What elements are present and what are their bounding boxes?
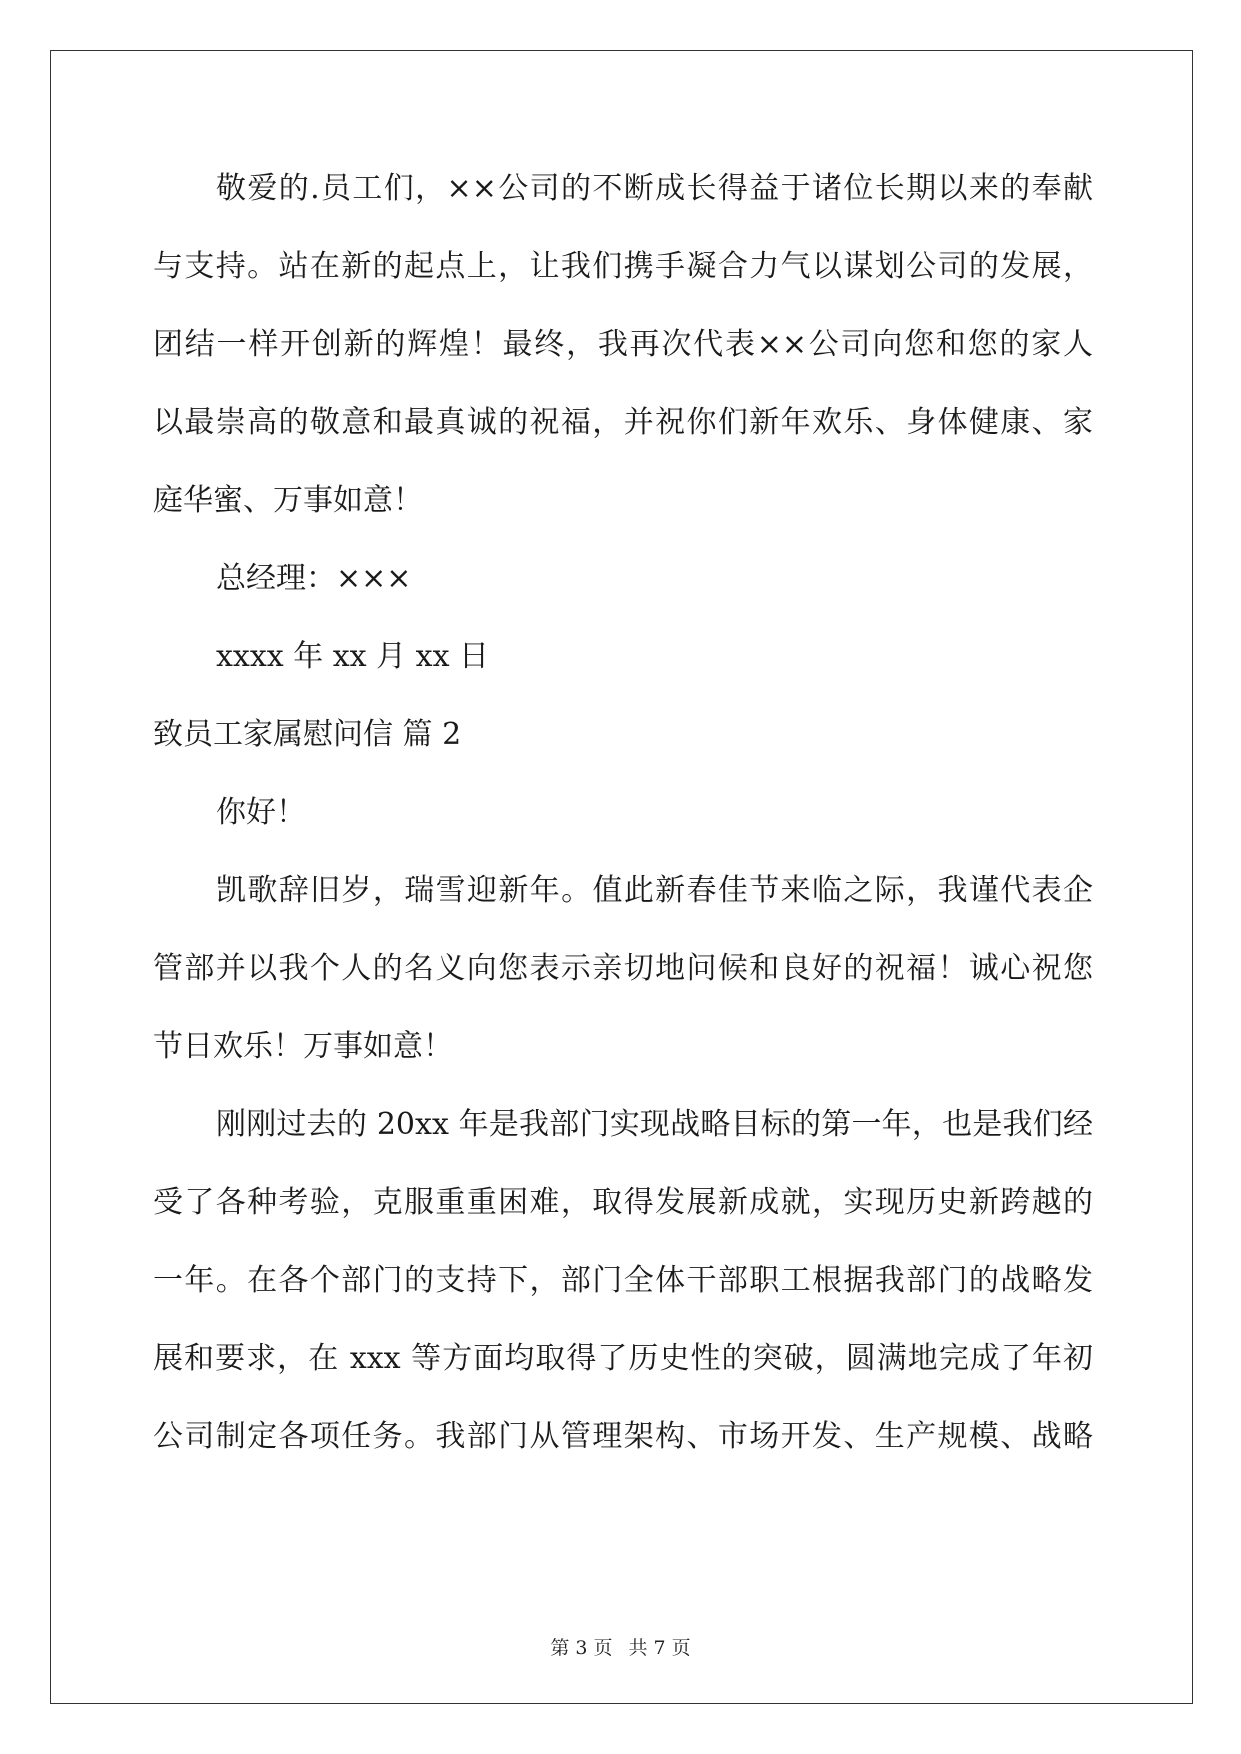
paragraph-line: 团结一样开创新的辉煌！最终，我再次代表××公司向您和您的家人 [153, 327, 1093, 362]
paragraph-line: 以最崇高的敬意和最真诚的祝福，并祝你们新年欢乐、身体健康、家 [153, 405, 1093, 440]
page-number: 第 3 页 [550, 1637, 613, 1659]
paragraph-line: 刚刚过去的 20xx 年是我部门实现战略目标的第一年，也是我们经 [216, 1107, 1093, 1142]
paragraph-line: 敬爱的.员工们，××公司的不断成长得益于诸位长期以来的奉献 [216, 171, 1093, 206]
paragraph-line: 一年。在各个部门的支持下，部门全体干部职工根据我部门的战略发 [153, 1263, 1093, 1298]
paragraph-line: 受了各种考验，克服重重困难，取得发展新成就，实现历史新跨越的 [153, 1185, 1093, 1220]
page-footer [0, 1633, 1241, 1660]
greeting: 你好！ [216, 795, 306, 830]
paragraph-line: 庭华蜜、万事如意！ [153, 483, 423, 518]
paragraph-line: 展和要求，在 xxx 等方面均取得了历史性的突破，圆满地完成了年初 [153, 1341, 1093, 1376]
page-total: 共 7 页 [628, 1637, 691, 1659]
paragraph-line: 管部并以我个人的名义向您表示亲切地问候和良好的祝福！诚心祝您 [153, 951, 1093, 986]
document-body [153, 165, 1093, 1491]
paragraph-line: 与支持。站在新的起点上，让我们携手凝合力气以谋划公司的发展， [153, 249, 1093, 284]
paragraph-line: 凯歌辞旧岁，瑞雪迎新年。值此新春佳节来临之际，我谨代表企 [216, 873, 1093, 908]
signature-title: 总经理：××× [216, 561, 412, 596]
signature-date: xxxx 年 xx 月 xx 日 [216, 639, 490, 674]
section-heading: 致员工家属慰问信 篇 2 [153, 717, 462, 752]
paragraph-line: 公司制定各项任务。我部门从管理架构、市场开发、生产规模、战略 [153, 1419, 1093, 1454]
paragraph-line: 节日欢乐！万事如意！ [153, 1029, 453, 1064]
